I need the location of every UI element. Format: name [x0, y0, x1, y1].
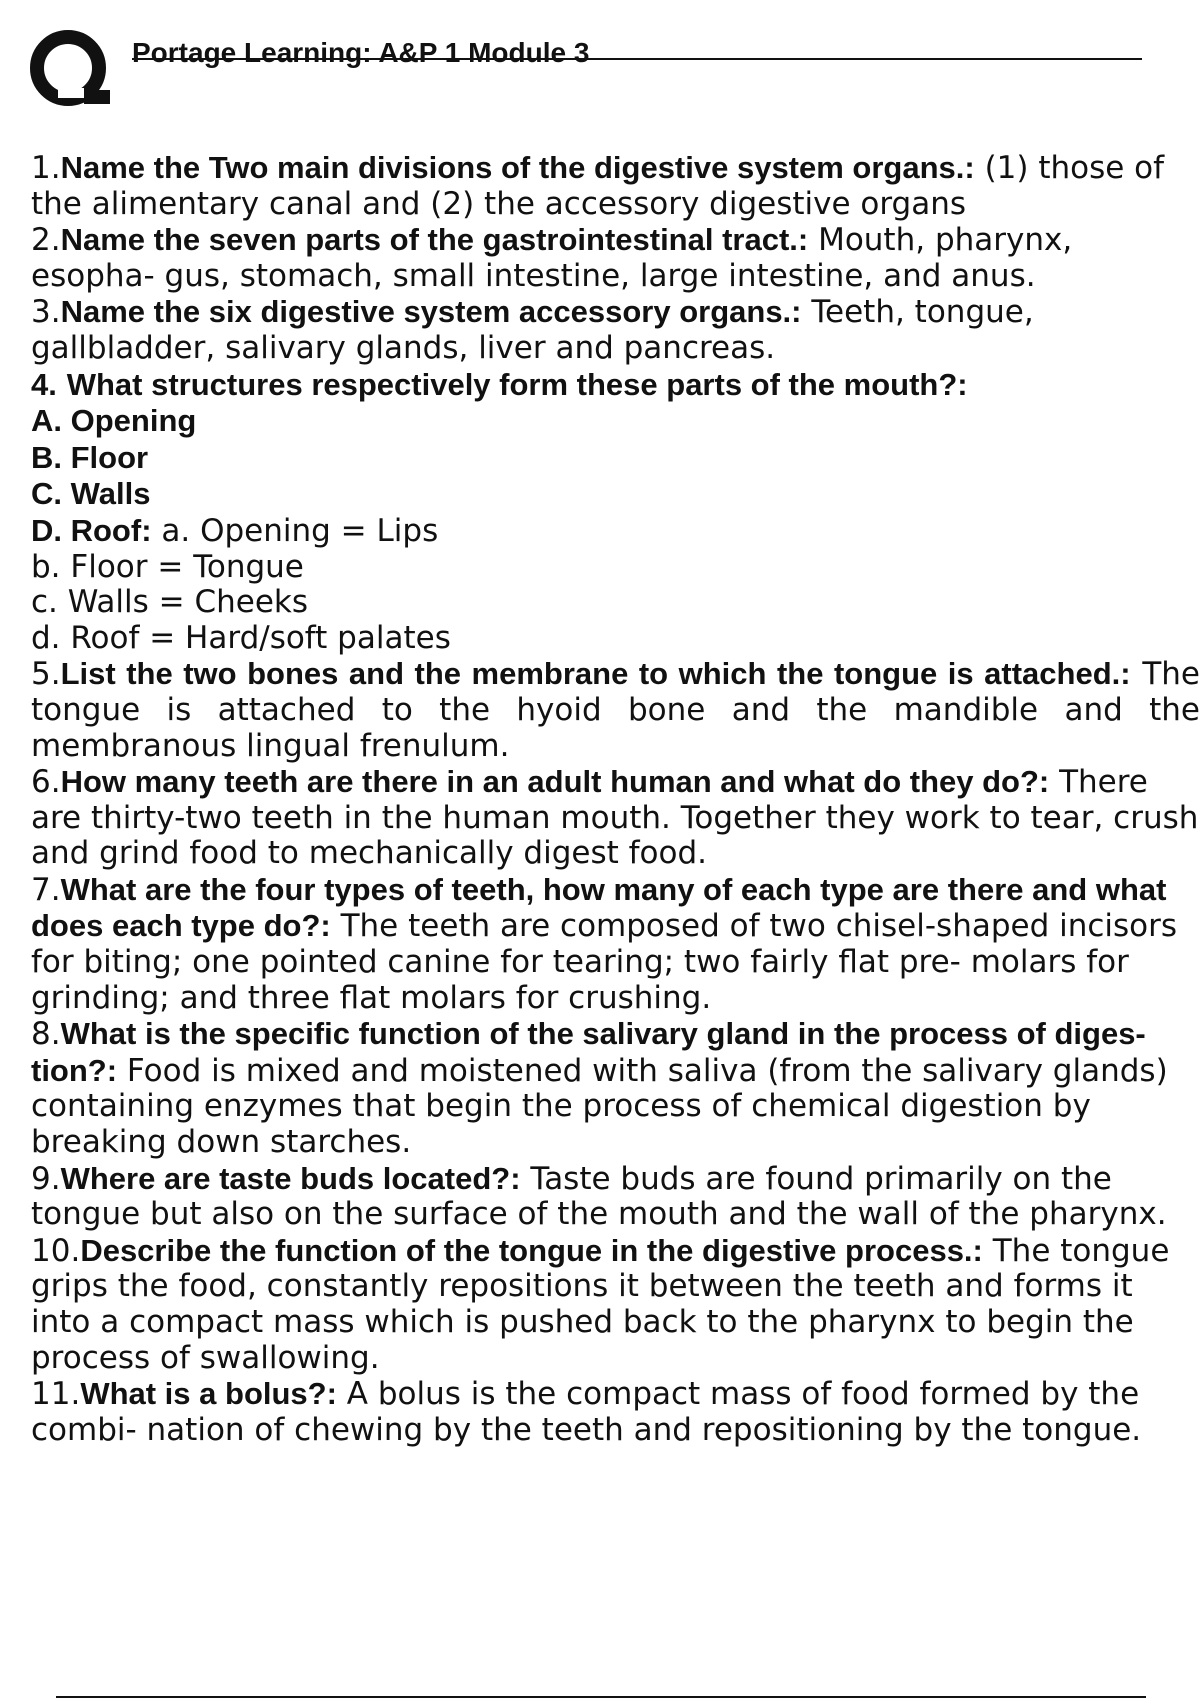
list-item: 7.What are the four types of teeth, how many of each type are there and what does each type do?: The teeth are composed of two chisel-shaped incisors for biting; one pointed canine for tearing; two fairly flat pre- molars for grinding; and three flat molars for crushing.	[31, 871, 1178, 1016]
list-item: d. Roof = Hard/soft palates	[31, 619, 451, 656]
list-item: 10.Describe the function of the tongue in the digestive process.: The tongue grips the food, constantly repositions it between the teeth and forms it into a compact mass which is pushed back to the pharynx to begin the process of swallowing.	[31, 1232, 1170, 1376]
list-item: c. Walls = Cheeks	[31, 584, 309, 621]
document-title: Portage Learning: A&P 1 Module 3	[132, 37, 590, 68]
list-item: 1.Name the Two main divisions of the digestive system organs.: (1) those of the alimentary canal and (2) the accessory digestive organs	[31, 150, 1165, 222]
q-logo-icon	[28, 28, 112, 112]
footer-rule	[56, 1696, 1146, 1698]
list-item: 3.Name the six digestive system accessory organs.: Teeth, tongue, gallbladder, salivary glands, liver and pancreas.	[31, 294, 1034, 366]
list-item: B. Floor	[31, 439, 149, 475]
list-item: 9.Where are taste buds located?: Taste buds are found primarily on the tongue but also on the surface of the mouth and the wall of the pharynx.	[31, 1160, 1167, 1233]
question-list	[31, 150, 1200, 1448]
list-item: A. Opening	[31, 403, 197, 439]
list-item: 6.How many teeth are there in an adult human and what do they do?: There are thirty-two teeth in the human mouth. Together they work to tear, crush and grind food to mechanically digest food.	[31, 764, 1199, 872]
list-item: D. Roof: a. Opening = Lips	[31, 512, 439, 549]
list-item: C. Walls	[31, 476, 151, 512]
page-header	[0, 0, 1200, 120]
list-item: 4. What structures respectively form these parts of the mouth?:	[31, 366, 968, 402]
list-item: 5.List the two bones and the membrane to which the tongue is attached.: The tongue is attached to the hyoid bone and the mandible and the membranous lingual frenulum.	[31, 656, 1200, 764]
list-item: b. Floor = Tongue	[31, 548, 304, 585]
list-item: 11.What is a bolus?: A bolus is the compact mass of food formed by the combi- nation of chewing by the teeth and repositioning by the tongue.	[31, 1376, 1142, 1448]
list-item: 8.What is the specific function of the salivary gland in the process of diges- tion?: Food is mixed and moistened with saliva (from the salivary glands) containing enzymes that begin the process of chemical digestion by breaking down starches.	[31, 1016, 1168, 1161]
list-item: 2.Name the seven parts of the gastrointestinal tract.: Mouth, pharynx, esopha- gus, stomach, small intestine, large intestine, and anus.	[31, 222, 1073, 294]
